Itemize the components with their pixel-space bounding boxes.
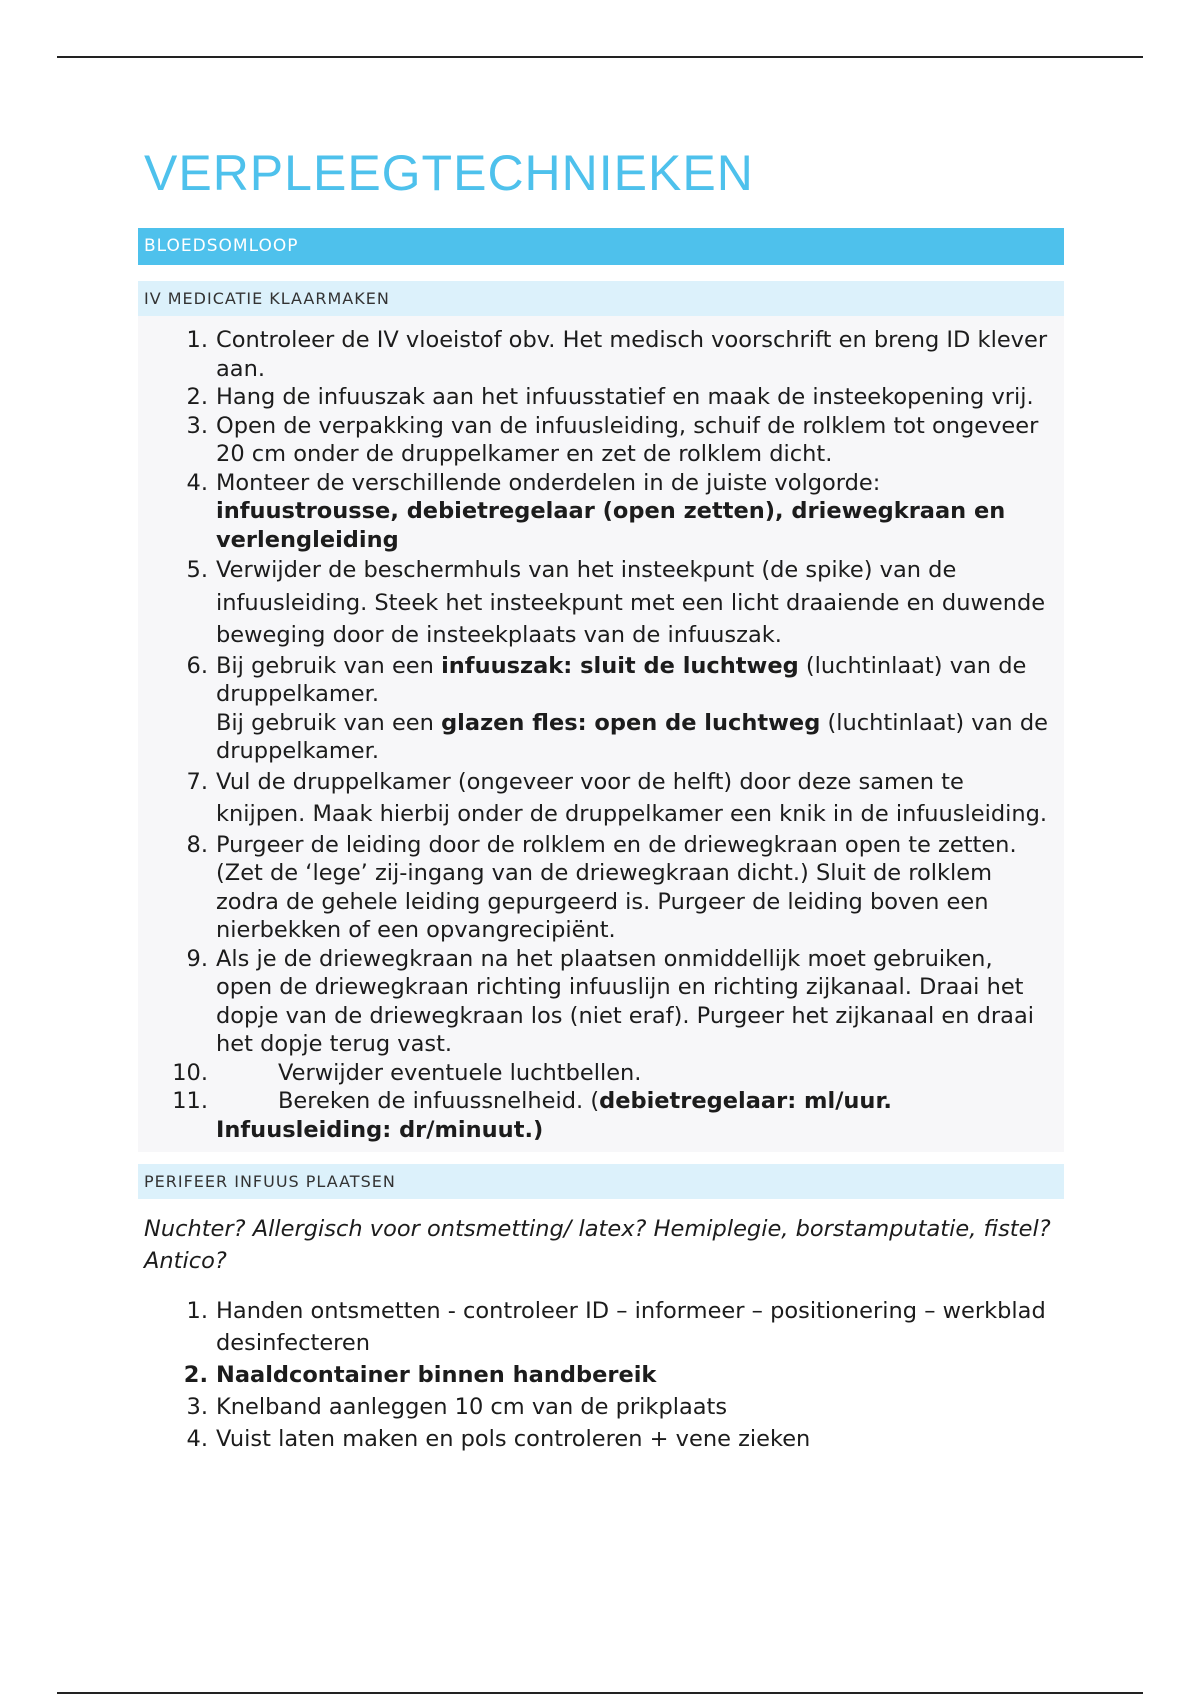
list-number: 3. <box>186 412 208 439</box>
list-text: Bereken de infuussnelheid. ( <box>278 1088 600 1114</box>
list-content <box>216 766 1064 831</box>
list-item <box>138 1423 1064 1455</box>
list-item <box>138 1391 1064 1423</box>
list-text-bold: infuuszak: sluit de luchtweg <box>441 652 799 679</box>
list-text: (luchtinlaat) van de druppelkamer. <box>216 709 1048 764</box>
list-content <box>216 831 1064 945</box>
list-text: Handen ontsmetten - controleer ID – informeer – positionering – werkblad desinfecteren <box>216 1298 1046 1356</box>
list-item <box>138 831 1064 945</box>
list-content <box>216 326 1064 383</box>
list-item <box>138 1295 1064 1359</box>
list-number: 1. <box>186 1298 208 1324</box>
list-item <box>138 412 1064 469</box>
list-text: Naaldcontainer binnen handbereik <box>216 1362 657 1388</box>
list-number: 8. <box>186 831 208 858</box>
list-item <box>138 766 1064 831</box>
list-text-bold: Infuusleiding: dr/minuut.) <box>216 1116 544 1143</box>
list-content <box>216 469 1064 555</box>
list-number: 6. <box>186 652 208 679</box>
list-text: Purgeer de leiding door de rolklem en de driewegkraan open te zetten. (Zet de ‘lege’ zij-ingang van de driewegkraan dicht.) Sluit de rolklem zodra de gehele leiding gepurgeerd is. Purgeer de leiding boven een nierbekken of een opvangrecipiënt. <box>216 831 1017 943</box>
list-text: Controleer de IV vloeistof obv. Het medisch voorschrift en breng ID klever aan. <box>216 327 1048 382</box>
list-content <box>216 554 1064 652</box>
list-text-bold: debietregelaar: ml/uur. <box>599 1088 892 1114</box>
list-text: Open de verpakking van de infuusleiding, schuif de rolklem tot ongeveer 20 cm onder de druppelkamer en zet de rolklem dicht. <box>216 412 1039 467</box>
list-content <box>216 945 1064 1059</box>
header-rule <box>57 56 1143 58</box>
list-number: 2. <box>183 1362 208 1388</box>
list-item <box>138 1059 1064 1088</box>
list-item <box>138 1359 1064 1391</box>
list-text: Verwijder eventuele luchtbellen. <box>278 1059 642 1086</box>
list-number: 9. <box>186 945 208 972</box>
subsection-heading-perifeer-infuus: PERIFEER INFUUS PLAATSEN <box>138 1164 1064 1199</box>
footer-rule <box>57 1692 1143 1694</box>
list-text-bold: infuustrousse, debietregelaar (open zetten), driewegkraan en verlengleiding <box>216 498 1006 553</box>
list-item <box>138 652 1064 766</box>
list-number: 1. <box>186 327 208 353</box>
infuus-steps-list <box>138 1295 1064 1455</box>
list-number: 4. <box>186 469 208 496</box>
list-number: 11. <box>172 1088 208 1114</box>
list-number: 3. <box>186 1394 208 1420</box>
list-content <box>216 383 1064 412</box>
list-number: 10. <box>172 1059 208 1086</box>
list-text: Monteer de verschillende onderdelen in de juiste volgorde: <box>216 469 881 496</box>
list-text: Vuist laten maken en pols controleren + vene zieken <box>216 1426 811 1452</box>
iv-steps-block <box>138 316 1064 1152</box>
list-item <box>138 469 1064 555</box>
intro-questions: Nuchter? Allergisch voor ontsmetting/ latex? Hemiplegie, borstamputatie, fistel? Antico? <box>144 1216 1051 1274</box>
section-heading: BLOEDSOMLOOP <box>138 228 1064 265</box>
list-number: 5. <box>186 557 208 583</box>
list-number: 4. <box>186 1426 208 1452</box>
list-text: Hang de infuuszak aan het infuusstatief en maak de insteekopening vrij. <box>216 384 1034 410</box>
list-text: Als je de driewegkraan na het plaatsen onmiddellijk moet gebruiken, open de driewegkraan richting infuuslijn en richting zijkanaal. Draai het dopje van de driewegkraan los (niet eraf). Purgeer het zijkanaal en draai het dopje terug vast. <box>216 945 1034 1057</box>
list-item <box>138 554 1064 652</box>
iv-steps-list <box>138 326 1064 1059</box>
list-text: Vul de druppelkamer (ongeveer voor de helft) door deze samen te knijpen. Maak hierbij onder de druppelkamer een knik in de infuusleiding. <box>216 768 1048 827</box>
page-title: VERPLEEGTECHNIEKEN <box>144 145 754 201</box>
list-item <box>138 945 1064 1059</box>
subsection-heading-iv-medicatie: IV MEDICATIE KLAARMAKEN <box>138 281 1064 316</box>
list-text: Bij gebruik van een <box>216 709 442 736</box>
list-number: 2. <box>186 384 208 410</box>
list-number: 7. <box>186 768 208 795</box>
list-content <box>216 412 1064 469</box>
list-item <box>138 383 1064 412</box>
list-item <box>138 1087 1064 1144</box>
list-text: Verwijder de beschermhuls van het insteekpunt (de spike) van de infuusleiding. Steek het insteekpunt met een licht draaiende en duwende beweging door de insteekplaats van de infuuszak. <box>216 557 1046 648</box>
list-content <box>216 652 1064 766</box>
list-text-bold: glazen fles: open de luchtweg <box>441 709 821 736</box>
list-text: Knelband aanleggen 10 cm van de prikplaats <box>216 1394 728 1420</box>
list-text: (luchtinlaat) van de druppelkamer. <box>216 652 1027 707</box>
document-body <box>138 138 1064 1455</box>
list-text: Bij gebruik van een <box>216 652 442 679</box>
list-item <box>138 326 1064 383</box>
